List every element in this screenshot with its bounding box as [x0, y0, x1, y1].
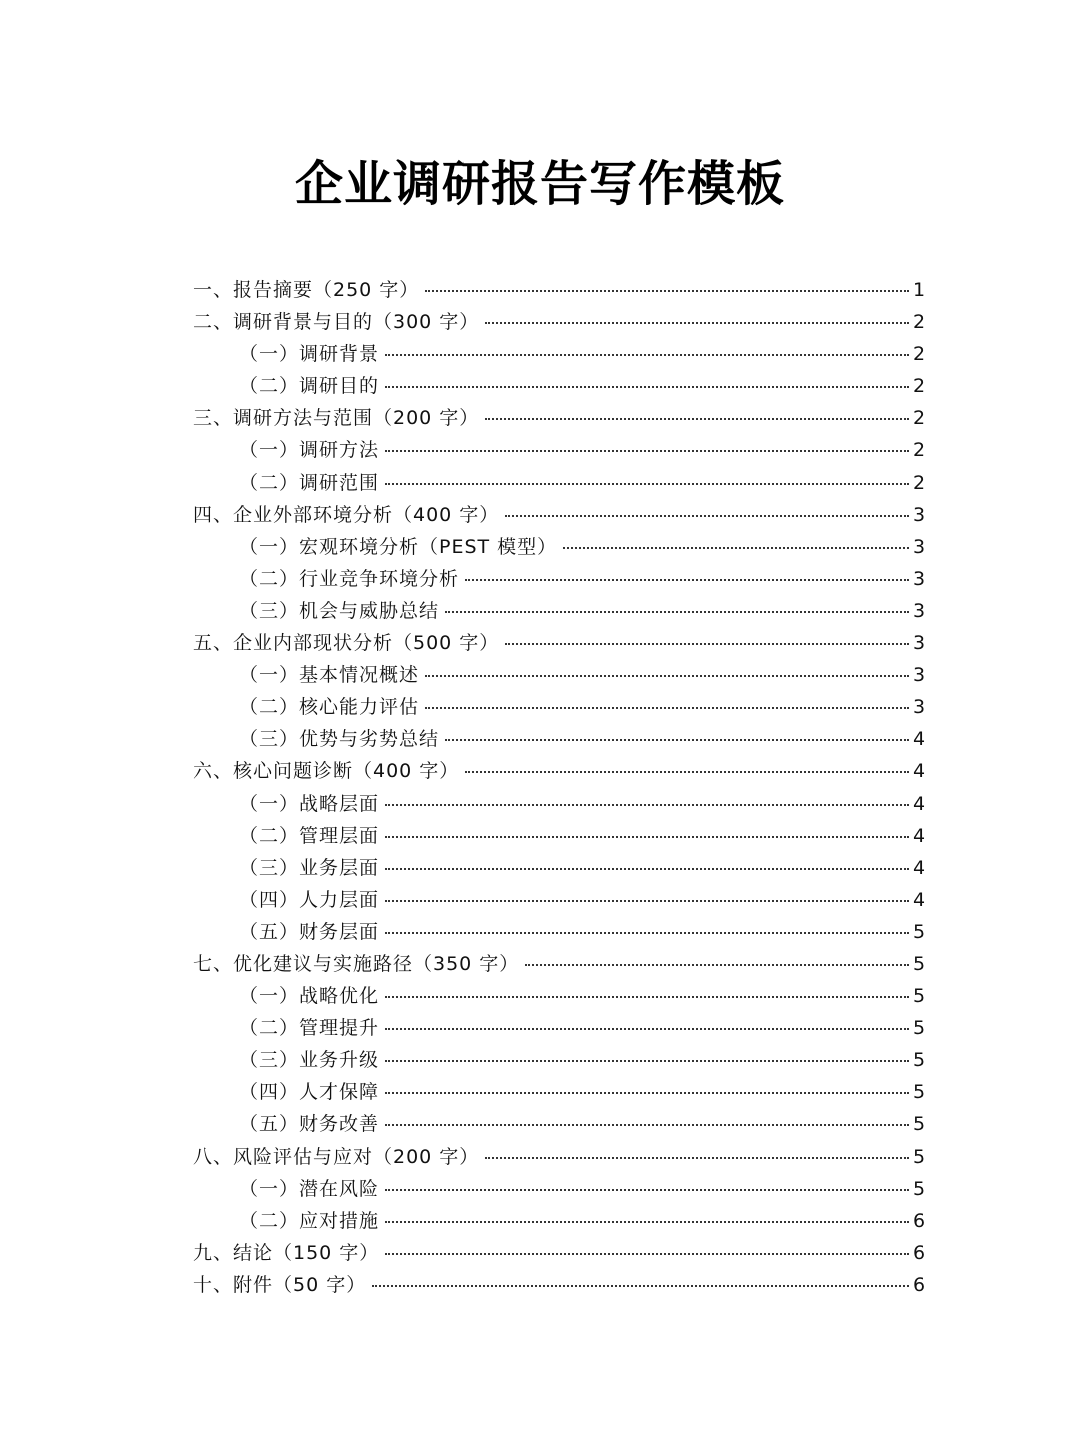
toc-section-entry[interactable] — [193, 563, 925, 595]
toc-page-number: 2 — [913, 471, 926, 494]
toc-dot-leader — [385, 804, 909, 806]
toc-page-number: 3 — [913, 503, 926, 526]
toc-dot-leader — [445, 739, 909, 741]
toc-page-number: 4 — [913, 792, 926, 815]
toc-chapter-entry[interactable] — [193, 402, 925, 434]
toc-page-number: 4 — [913, 856, 926, 879]
toc-section-entry[interactable] — [193, 980, 925, 1012]
toc-page-number: 5 — [913, 985, 926, 1008]
toc-chapter-entry[interactable] — [193, 627, 925, 659]
toc-entry-label: （二）管理提升 — [239, 1017, 380, 1040]
toc-page-number: 6 — [913, 1241, 926, 1264]
toc-entry-label: （四）人才保障 — [239, 1081, 380, 1104]
toc-entry-label: 八、风险评估与应对（200 字） — [193, 1145, 480, 1168]
toc-page-number: 3 — [913, 664, 926, 687]
toc-dot-leader — [505, 515, 909, 517]
toc-entry-label: （一）战略层面 — [239, 792, 380, 815]
toc-page-number: 5 — [913, 1049, 926, 1072]
toc-section-entry[interactable] — [193, 788, 925, 820]
toc-page-number: 3 — [913, 632, 926, 655]
toc-section-entry[interactable] — [193, 370, 925, 402]
toc-section-entry[interactable] — [193, 531, 925, 563]
toc-entry-label: （五）财务改善 — [239, 1113, 380, 1136]
toc-page-number: 3 — [913, 696, 926, 719]
toc-chapter-entry[interactable] — [193, 306, 925, 338]
toc-entry-label: 四、企业外部环境分析（400 字） — [193, 503, 500, 526]
toc-dot-leader — [465, 579, 909, 581]
toc-page-number: 3 — [913, 535, 926, 558]
toc-section-entry[interactable] — [193, 852, 925, 884]
toc-chapter-entry[interactable] — [193, 948, 925, 980]
toc-dot-leader — [385, 836, 909, 838]
toc-dot-leader — [425, 675, 909, 677]
toc-page-number: 3 — [913, 567, 926, 590]
toc-entry-label: 三、调研方法与范围（200 字） — [193, 407, 480, 430]
toc-entry-label: 一、报告摘要（250 字） — [193, 279, 420, 301]
toc-page-number: 1 — [913, 279, 926, 301]
toc-section-entry[interactable] — [193, 820, 925, 852]
document-title: 企业调研报告写作模板 — [294, 156, 785, 212]
toc-entry-label: （二）调研目的 — [239, 375, 380, 398]
toc-page-number: 2 — [913, 311, 926, 334]
toc-chapter-entry[interactable] — [193, 499, 925, 531]
toc-entry-label: （四）人力层面 — [239, 888, 380, 911]
toc-entry-label: （三）优势与劣势总结 — [239, 728, 440, 751]
toc-entry-label: （一）调研背景 — [239, 343, 380, 366]
toc-dot-leader — [385, 996, 909, 998]
toc-page-number: 2 — [913, 343, 926, 366]
toc-dot-leader — [385, 1060, 909, 1062]
toc-page-number: 5 — [913, 1145, 926, 1168]
toc-section-entry[interactable] — [193, 1012, 925, 1044]
toc-dot-leader — [385, 1028, 909, 1030]
toc-dot-leader — [465, 771, 909, 773]
toc-entry-label: （一）潜在风险 — [239, 1177, 380, 1200]
toc-entry-label: （一）宏观环境分析（PEST 模型） — [239, 535, 558, 558]
toc-dot-leader — [372, 1285, 909, 1287]
toc-entry-label: 二、调研背景与目的（300 字） — [193, 311, 480, 334]
toc-page-number: 2 — [913, 439, 926, 462]
toc-page-number: 6 — [913, 1209, 926, 1232]
toc-section-entry[interactable] — [193, 1076, 925, 1108]
toc-entry-label: 六、核心问题诊断（400 字） — [193, 760, 460, 783]
toc-page-number: 5 — [913, 952, 926, 975]
toc-page-number: 6 — [913, 1273, 926, 1296]
toc-dot-leader — [385, 1221, 909, 1223]
toc-dot-leader — [385, 1092, 909, 1094]
toc-entry-label: （二）应对措施 — [239, 1209, 380, 1232]
toc-dot-leader — [505, 643, 909, 645]
toc-page-number: 4 — [913, 728, 926, 751]
toc-section-entry[interactable] — [193, 338, 925, 370]
toc-page-number: 2 — [913, 407, 926, 430]
toc-chapter-entry[interactable] — [193, 1237, 925, 1269]
toc-dot-leader — [425, 290, 909, 292]
toc-entry-label: （五）财务层面 — [239, 920, 380, 943]
toc-section-entry[interactable] — [193, 1205, 925, 1237]
toc-page-number: 4 — [913, 888, 926, 911]
toc-dot-leader — [563, 547, 909, 549]
toc-section-entry[interactable] — [193, 595, 925, 627]
toc-chapter-entry[interactable] — [193, 1141, 925, 1173]
toc-dot-leader — [385, 354, 909, 356]
toc-page-number: 2 — [913, 375, 926, 398]
toc-dot-leader — [385, 483, 909, 485]
toc-entry-label: 十、附件（50 字） — [193, 1273, 367, 1296]
toc-section-entry[interactable] — [193, 1108, 925, 1140]
toc-dot-leader — [385, 386, 909, 388]
toc-dot-leader — [485, 418, 909, 420]
toc-dot-leader — [385, 932, 909, 934]
toc-page-number: 4 — [913, 824, 926, 847]
toc-entry-label: （三）机会与威胁总结 — [239, 599, 440, 622]
toc-section-entry[interactable] — [193, 723, 925, 755]
toc-section-entry[interactable] — [193, 884, 925, 916]
toc-entry-label: （三）业务升级 — [239, 1049, 380, 1072]
toc-dot-leader — [385, 900, 909, 902]
toc-dot-leader — [425, 707, 909, 709]
toc-page-number: 5 — [913, 1177, 926, 1200]
toc-entry-label: （二）管理层面 — [239, 824, 380, 847]
toc-dot-leader — [385, 868, 909, 870]
toc-dot-leader — [525, 964, 909, 966]
toc-section-entry[interactable] — [193, 434, 925, 466]
toc-dot-leader — [385, 1189, 909, 1191]
toc-section-entry[interactable] — [193, 1044, 925, 1076]
toc-entry-label: 七、优化建议与实施路径（350 字） — [193, 952, 520, 975]
toc-entry-label: （二）调研范围 — [239, 471, 380, 494]
toc-dot-leader — [485, 322, 909, 324]
toc-chapter-entry[interactable] — [193, 1269, 925, 1301]
toc-chapter-entry[interactable] — [193, 755, 925, 787]
toc-dot-leader — [385, 450, 909, 452]
toc-entry-label: （二）核心能力评估 — [239, 696, 420, 719]
toc-section-entry[interactable] — [193, 691, 925, 723]
toc-chapter-entry[interactable] — [193, 274, 925, 306]
toc-entry-label: （一）调研方法 — [239, 439, 380, 462]
table-of-contents — [193, 274, 925, 1301]
toc-page-number: 3 — [913, 599, 926, 622]
toc-entry-label: （三）业务层面 — [239, 856, 380, 879]
toc-section-entry[interactable] — [193, 659, 925, 691]
toc-page-number: 5 — [913, 1113, 926, 1136]
toc-entry-label: 五、企业内部现状分析（500 字） — [193, 632, 500, 655]
toc-dot-leader — [385, 1253, 909, 1255]
toc-page-number: 5 — [913, 1017, 926, 1040]
toc-dot-leader — [445, 611, 909, 613]
toc-entry-label: （一）战略优化 — [239, 985, 380, 1008]
toc-dot-leader — [485, 1157, 909, 1159]
toc-section-entry[interactable] — [193, 916, 925, 948]
toc-section-entry[interactable] — [193, 1173, 925, 1205]
toc-page-number: 4 — [913, 760, 926, 783]
toc-entry-label: （二）行业竞争环境分析 — [239, 567, 460, 590]
toc-entry-label: 九、结论（150 字） — [193, 1241, 380, 1264]
toc-page-number: 5 — [913, 1081, 926, 1104]
toc-dot-leader — [385, 1124, 909, 1126]
toc-section-entry[interactable] — [193, 467, 925, 499]
toc-page-number: 5 — [913, 920, 926, 943]
toc-entry-label: （一）基本情况概述 — [239, 664, 420, 687]
